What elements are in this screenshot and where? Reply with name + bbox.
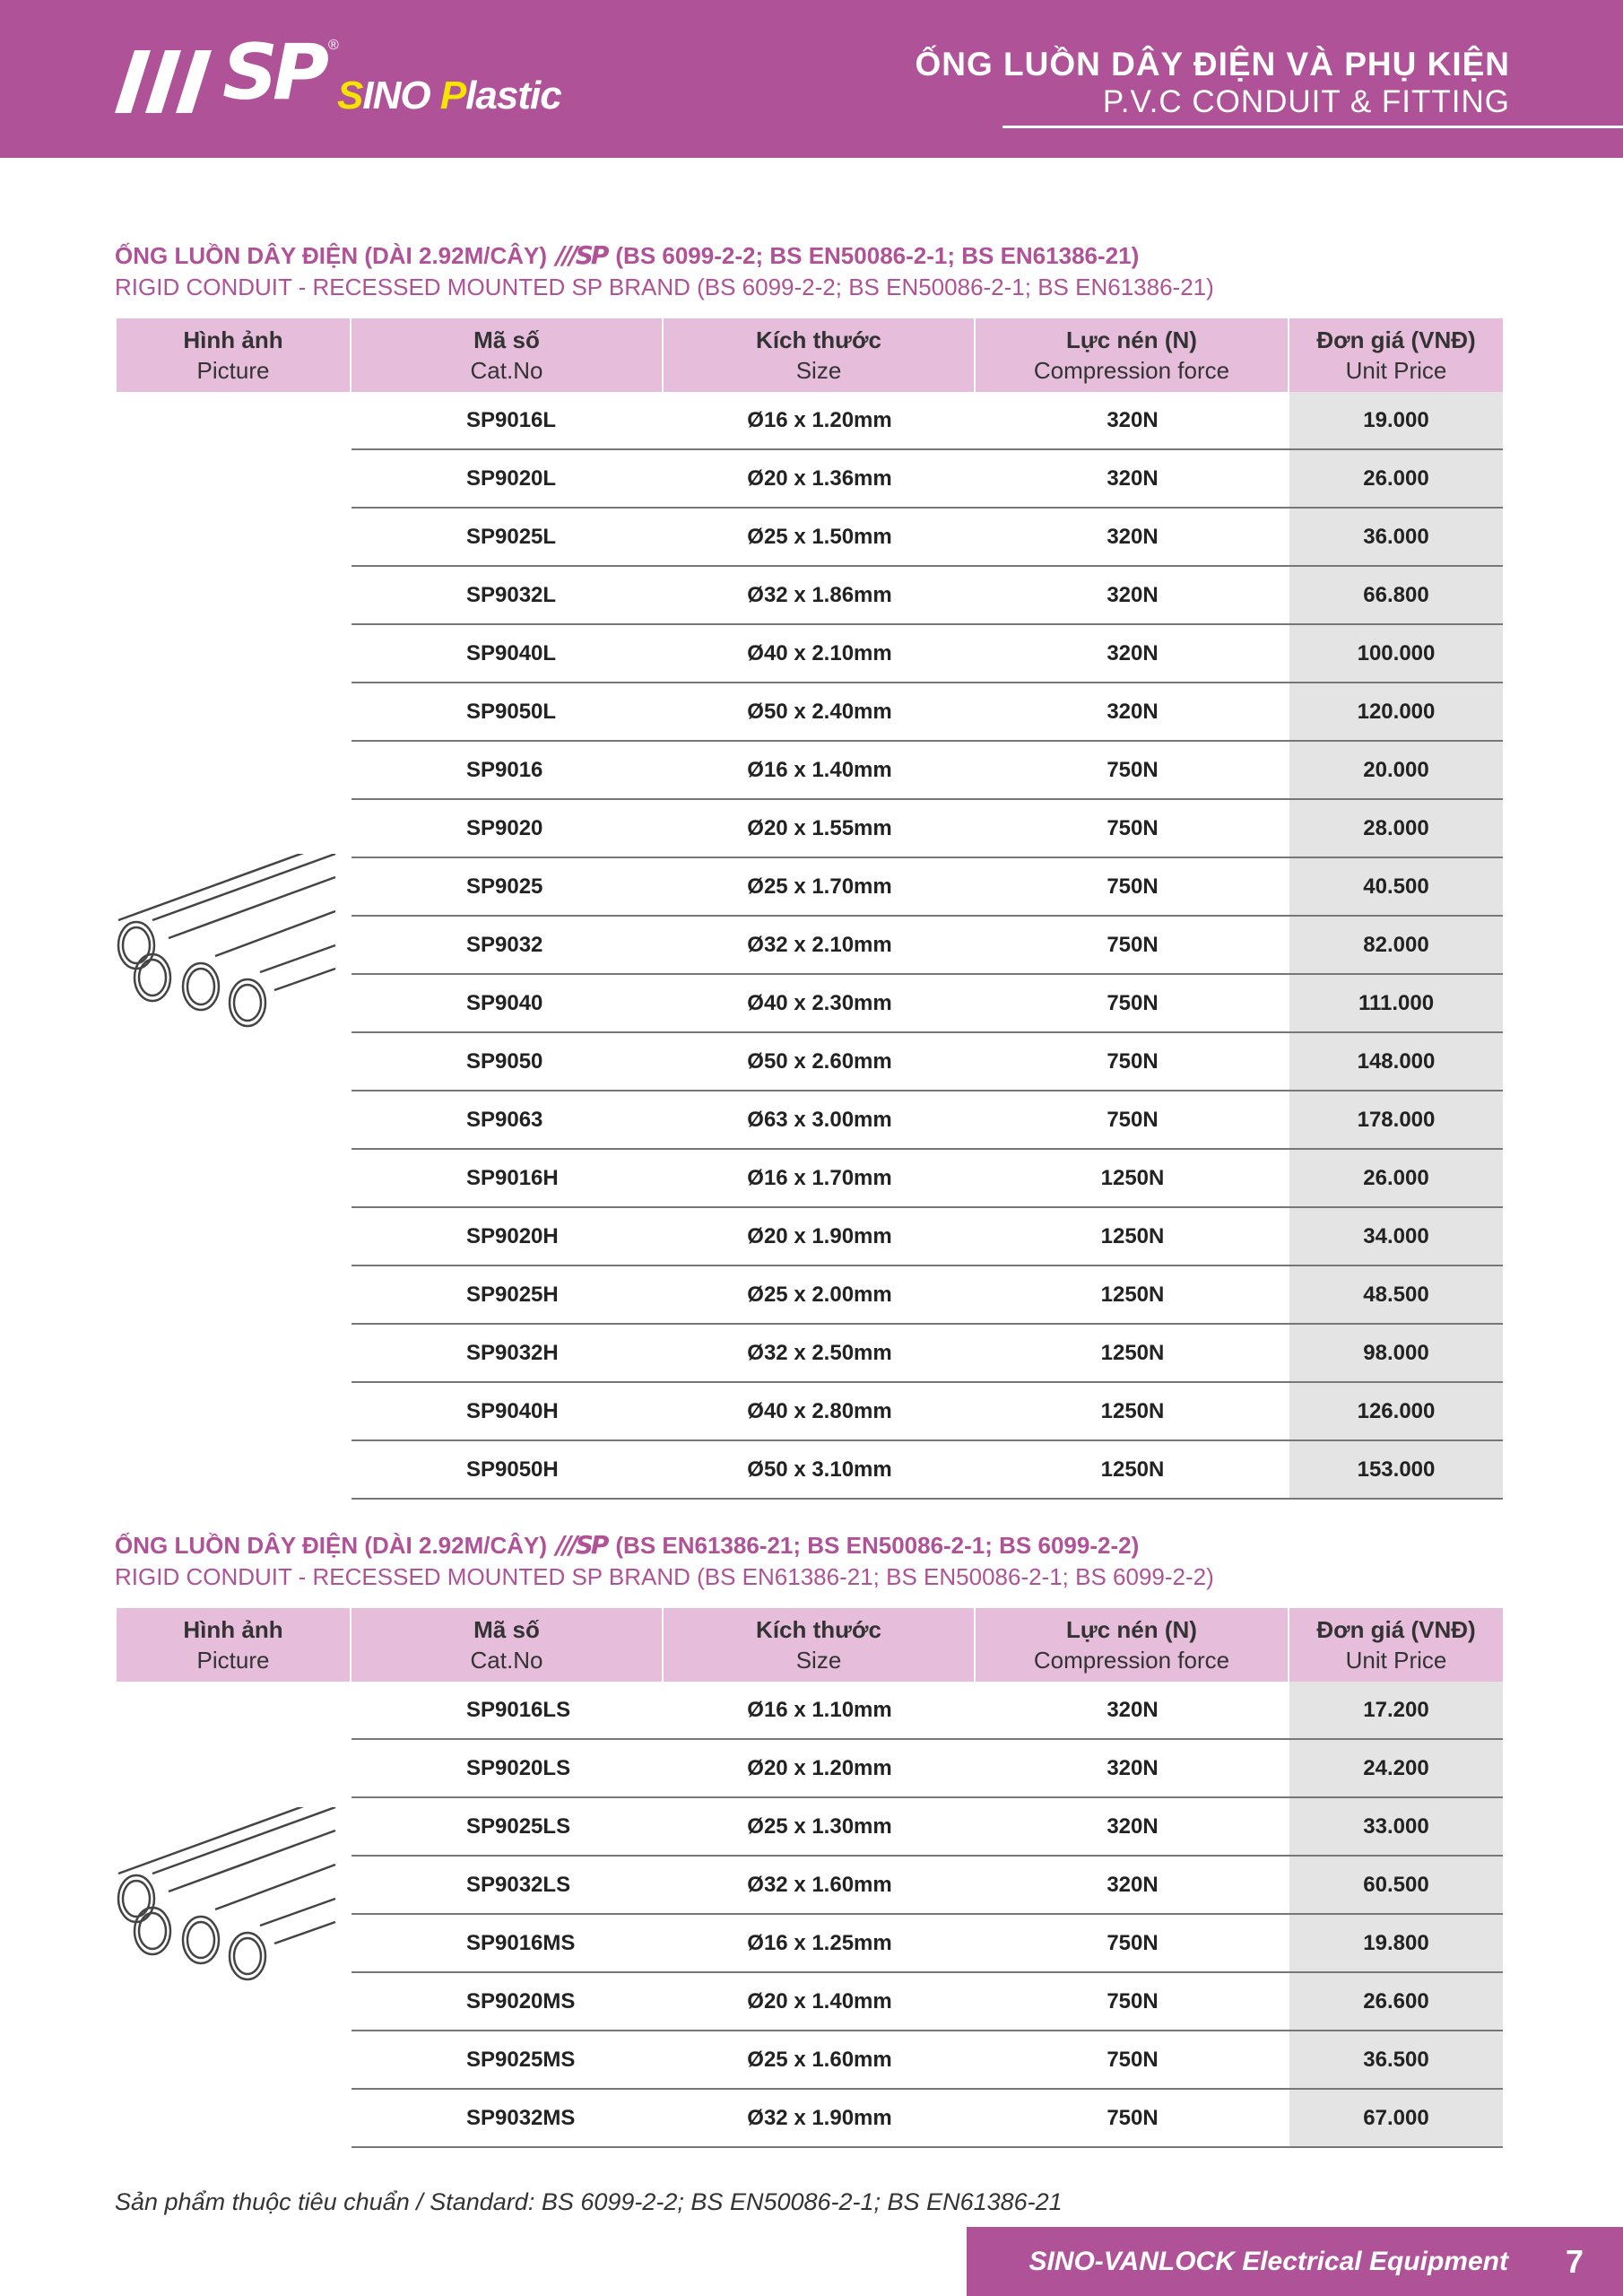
page-header — [0, 0, 1623, 158]
col-size: Kích thước Size — [664, 318, 976, 392]
size-cell: Ø25 x 1.30mm — [747, 1813, 892, 1839]
price-cell: 178.000 — [1289, 1091, 1503, 1148]
table-row — [352, 392, 1503, 450]
size-cell: Ø32 x 2.10mm — [747, 932, 892, 957]
header-title-vn: ỐNG LUỒN DÂY ĐIỆN VÀ PHỤ KIỆN — [915, 46, 1510, 83]
section2-title-en: RIGID CONDUIT - RECESSED MOUNTED SP BRAND (BS EN61386-21; BS EN50086-2-1; BS 6099-2-2) — [115, 1563, 1214, 1590]
price-cell: 153.000 — [1289, 1441, 1503, 1498]
price-cell: 34.000 — [1289, 1208, 1503, 1265]
size-cell: Ø20 x 1.36mm — [747, 465, 892, 491]
col-cat-no: Mã số Cat.No — [352, 318, 664, 392]
table-row — [352, 1973, 1503, 2031]
size-cell: Ø20 x 1.20mm — [747, 1755, 892, 1780]
price-cell: 33.000 — [1289, 1798, 1503, 1855]
cat-no-cell: SP9050L — [466, 699, 557, 724]
force-cell: 320N — [1107, 699, 1159, 724]
cat-no-cell: SP9025MS — [466, 2047, 576, 2072]
table-row — [352, 2090, 1503, 2148]
size-cell: Ø25 x 1.60mm — [747, 2047, 892, 2072]
cat-no-cell: SP9050 — [466, 1048, 543, 1074]
table-header — [117, 1608, 1503, 1682]
table-row — [352, 917, 1503, 975]
size-cell: Ø32 x 1.90mm — [747, 2105, 892, 2130]
price-cell: 148.000 — [1289, 1033, 1503, 1090]
force-cell: 320N — [1107, 524, 1159, 549]
registered-icon: ® — [328, 38, 339, 53]
size-cell: Ø16 x 1.10mm — [747, 1697, 892, 1722]
price-cell: 111.000 — [1289, 975, 1503, 1031]
table-row — [352, 1208, 1503, 1266]
size-cell: Ø50 x 2.60mm — [747, 1048, 892, 1074]
force-cell: 1250N — [1100, 1457, 1165, 1482]
table-row — [352, 567, 1503, 625]
size-cell: Ø32 x 1.60mm — [747, 1872, 892, 1897]
cat-no-cell: SP9020L — [466, 465, 557, 491]
picture-cell — [117, 392, 352, 1500]
col-unit-price: Đơn giá (VNĐ) Unit Price — [1289, 1608, 1503, 1682]
cat-no-cell: SP9016MS — [466, 1930, 576, 1955]
cat-no-cell: SP9032MS — [466, 2105, 576, 2130]
force-cell: 1250N — [1100, 1398, 1165, 1423]
force-cell: 1250N — [1100, 1165, 1165, 1190]
force-cell: 750N — [1107, 757, 1159, 782]
table-row — [352, 1915, 1503, 1973]
table-row — [352, 800, 1503, 858]
size-cell: Ø25 x 2.00mm — [747, 1282, 892, 1307]
size-cell: Ø25 x 1.50mm — [747, 524, 892, 549]
cat-no-cell: SP9050H — [466, 1457, 559, 1482]
header-divider — [1002, 126, 1623, 128]
table-row — [352, 1091, 1503, 1150]
logo-mark: SP — [222, 28, 324, 117]
size-cell: Ø16 x 1.25mm — [747, 1930, 892, 1955]
price-cell: 17.200 — [1289, 1682, 1503, 1738]
size-cell: Ø20 x 1.55mm — [747, 815, 892, 840]
price-cell: 19.000 — [1289, 392, 1503, 448]
size-cell: Ø50 x 2.40mm — [747, 699, 892, 724]
page-number: 7 — [1565, 2242, 1584, 2280]
size-cell: Ø20 x 1.90mm — [747, 1223, 892, 1248]
force-cell: 320N — [1107, 1813, 1159, 1839]
col-compression-force: Lực nén (N) Compression force — [976, 318, 1289, 392]
col-picture: Hình ảnh Picture — [117, 318, 352, 392]
force-cell: 750N — [1107, 2105, 1159, 2130]
section2-title-vn-prefix: ỐNG LUỒN DÂY ĐIỆN (DÀI 2.92M/CÂY) — [115, 1532, 548, 1559]
cat-no-cell: SP9040H — [466, 1398, 559, 1423]
force-cell: 750N — [1107, 874, 1159, 899]
force-cell: 750N — [1107, 815, 1159, 840]
price-cell: 100.000 — [1289, 625, 1503, 682]
force-cell: 320N — [1107, 640, 1159, 665]
cat-no-cell: SP9020H — [466, 1223, 559, 1248]
section1-title-en: RIGID CONDUIT - RECESSED MOUNTED SP BRAND (BS 6099-2-2; BS EN50086-2-1; BS EN61386-21) — [115, 274, 1214, 300]
col-picture: Hình ảnh Picture — [117, 1608, 352, 1682]
table-row — [352, 1740, 1503, 1798]
table-row — [352, 858, 1503, 917]
table-body — [352, 1682, 1503, 2148]
section2-title — [115, 1530, 1214, 1593]
force-cell: 750N — [1107, 990, 1159, 1015]
cat-no-cell: SP9032H — [466, 1340, 559, 1365]
force-cell: 320N — [1107, 1697, 1159, 1722]
size-cell: Ø40 x 2.80mm — [747, 1398, 892, 1423]
section1-title — [115, 240, 1214, 303]
price-cell: 36.000 — [1289, 509, 1503, 565]
table-row — [352, 1150, 1503, 1208]
size-cell: Ø16 x 1.40mm — [747, 757, 892, 782]
force-cell: 320N — [1107, 1755, 1159, 1780]
price-cell: 60.500 — [1289, 1857, 1503, 1913]
table-row — [352, 2031, 1503, 2090]
cat-no-cell: SP9063 — [466, 1107, 543, 1132]
cat-no-cell: SP9016 — [466, 757, 543, 782]
force-cell: 320N — [1107, 582, 1159, 607]
force-cell: 1250N — [1100, 1282, 1165, 1307]
price-cell: 48.500 — [1289, 1266, 1503, 1323]
force-cell: 750N — [1107, 932, 1159, 957]
table-row — [352, 1033, 1503, 1091]
cat-no-cell: SP9016L — [466, 407, 557, 432]
size-cell: Ø50 x 3.10mm — [747, 1457, 892, 1482]
price-cell: 24.200 — [1289, 1740, 1503, 1796]
cat-no-cell: SP9025H — [466, 1282, 559, 1307]
col-compression-force: Lực nén (N) Compression force — [976, 1608, 1289, 1682]
table-row — [352, 1682, 1503, 1740]
size-cell: Ø16 x 1.20mm — [747, 407, 892, 432]
footer-bar — [967, 2227, 1623, 2296]
cat-no-cell: SP9016H — [466, 1165, 559, 1190]
price-cell: 26.600 — [1289, 1973, 1503, 2030]
cat-no-cell: SP9032 — [466, 932, 543, 957]
table-row — [352, 1798, 1503, 1857]
price-cell: 36.500 — [1289, 2031, 1503, 2088]
force-cell: 320N — [1107, 407, 1159, 432]
price-cell: 26.000 — [1289, 450, 1503, 507]
pvc-pipes-icon — [117, 854, 352, 1069]
cat-no-cell: SP9032LS — [466, 1872, 571, 1897]
size-cell: Ø16 x 1.70mm — [747, 1165, 892, 1190]
price-cell: 67.000 — [1289, 2090, 1503, 2146]
section1-title-vn-suffix: (BS 6099-2-2; BS EN50086-2-1; BS EN61386-21) — [615, 242, 1140, 269]
col-cat-no: Mã số Cat.No — [352, 1608, 664, 1682]
table-row — [352, 1441, 1503, 1500]
size-cell: Ø32 x 2.50mm — [747, 1340, 892, 1365]
price-cell: 26.000 — [1289, 1150, 1503, 1206]
price-cell: 40.500 — [1289, 858, 1503, 915]
table-header — [117, 318, 1503, 392]
price-cell: 82.000 — [1289, 917, 1503, 973]
logo-slashes-icon — [115, 50, 222, 113]
sp-brand-mark: ///SP — [556, 1530, 607, 1560]
force-cell: 320N — [1107, 465, 1159, 491]
sp-brand-mark: ///SP — [556, 240, 607, 270]
cat-no-cell: SP9040 — [466, 990, 543, 1015]
footer-brand: SINO-VANLOCK Electrical Equipment — [1028, 2246, 1508, 2276]
cat-no-cell: SP9032L — [466, 582, 557, 607]
force-cell: 750N — [1107, 1988, 1159, 2013]
size-cell: Ø40 x 2.30mm — [747, 990, 892, 1015]
size-cell: Ø63 x 3.00mm — [747, 1107, 892, 1132]
section1-title-vn-prefix: ỐNG LUỒN DÂY ĐIỆN (DÀI 2.92M/CÂY) — [115, 242, 548, 269]
force-cell: 750N — [1107, 1107, 1159, 1132]
cat-no-cell: SP9020LS — [466, 1755, 571, 1780]
force-cell: 1250N — [1100, 1223, 1165, 1248]
size-cell: Ø25 x 1.70mm — [747, 874, 892, 899]
price-cell: 98.000 — [1289, 1325, 1503, 1381]
table-row — [352, 509, 1503, 567]
table-row — [352, 1383, 1503, 1441]
price-table-2 — [117, 1608, 1503, 2148]
picture-cell — [117, 1682, 352, 2148]
section2-title-vn-suffix: (BS EN61386-21; BS EN50086-2-1; BS 6099-2-2) — [615, 1532, 1140, 1559]
force-cell: 750N — [1107, 2047, 1159, 2072]
cat-no-cell: SP9025LS — [466, 1813, 571, 1839]
table-row — [352, 1266, 1503, 1325]
cat-no-cell: SP9016LS — [466, 1697, 571, 1722]
standard-footnote: Sản phẩm thuộc tiêu chuẩn / Standard: BS 6099-2-2; BS EN50086-2-1; BS EN61386-21 — [115, 2188, 1063, 2215]
cat-no-cell: SP9020 — [466, 815, 543, 840]
price-cell: 120.000 — [1289, 683, 1503, 740]
force-cell: 1250N — [1100, 1340, 1165, 1365]
table-row — [352, 1857, 1503, 1915]
price-cell: 28.000 — [1289, 800, 1503, 857]
price-cell: 66.800 — [1289, 567, 1503, 623]
col-size: Kích thước Size — [664, 1608, 976, 1682]
price-cell: 19.800 — [1289, 1915, 1503, 1971]
cat-no-cell: SP9020MS — [466, 1988, 576, 2013]
price-cell: 20.000 — [1289, 742, 1503, 798]
header-title — [915, 45, 1510, 120]
col-unit-price: Đơn giá (VNĐ) Unit Price — [1289, 318, 1503, 392]
force-cell: 750N — [1107, 1930, 1159, 1955]
price-cell: 126.000 — [1289, 1383, 1503, 1439]
size-cell: Ø20 x 1.40mm — [747, 1988, 892, 2013]
header-title-en: P.V.C CONDUIT & FITTING — [1102, 84, 1510, 119]
force-cell: 320N — [1107, 1872, 1159, 1897]
table-row — [352, 1325, 1503, 1383]
table-row — [352, 450, 1503, 509]
pvc-pipes-icon — [117, 1807, 352, 2022]
size-cell: Ø40 x 2.10mm — [747, 640, 892, 665]
cat-no-cell: SP9025L — [466, 524, 557, 549]
table-row — [352, 742, 1503, 800]
table-row — [352, 683, 1503, 742]
size-cell: Ø32 x 1.86mm — [747, 582, 892, 607]
cat-no-cell: SP9040L — [466, 640, 557, 665]
force-cell: 750N — [1107, 1048, 1159, 1074]
price-table-1 — [117, 318, 1503, 1500]
table-body — [352, 392, 1503, 1500]
table-row — [352, 625, 1503, 683]
table-row — [352, 975, 1503, 1033]
cat-no-cell: SP9025 — [466, 874, 543, 899]
logo-text: SINO Plastic — [337, 74, 561, 117]
